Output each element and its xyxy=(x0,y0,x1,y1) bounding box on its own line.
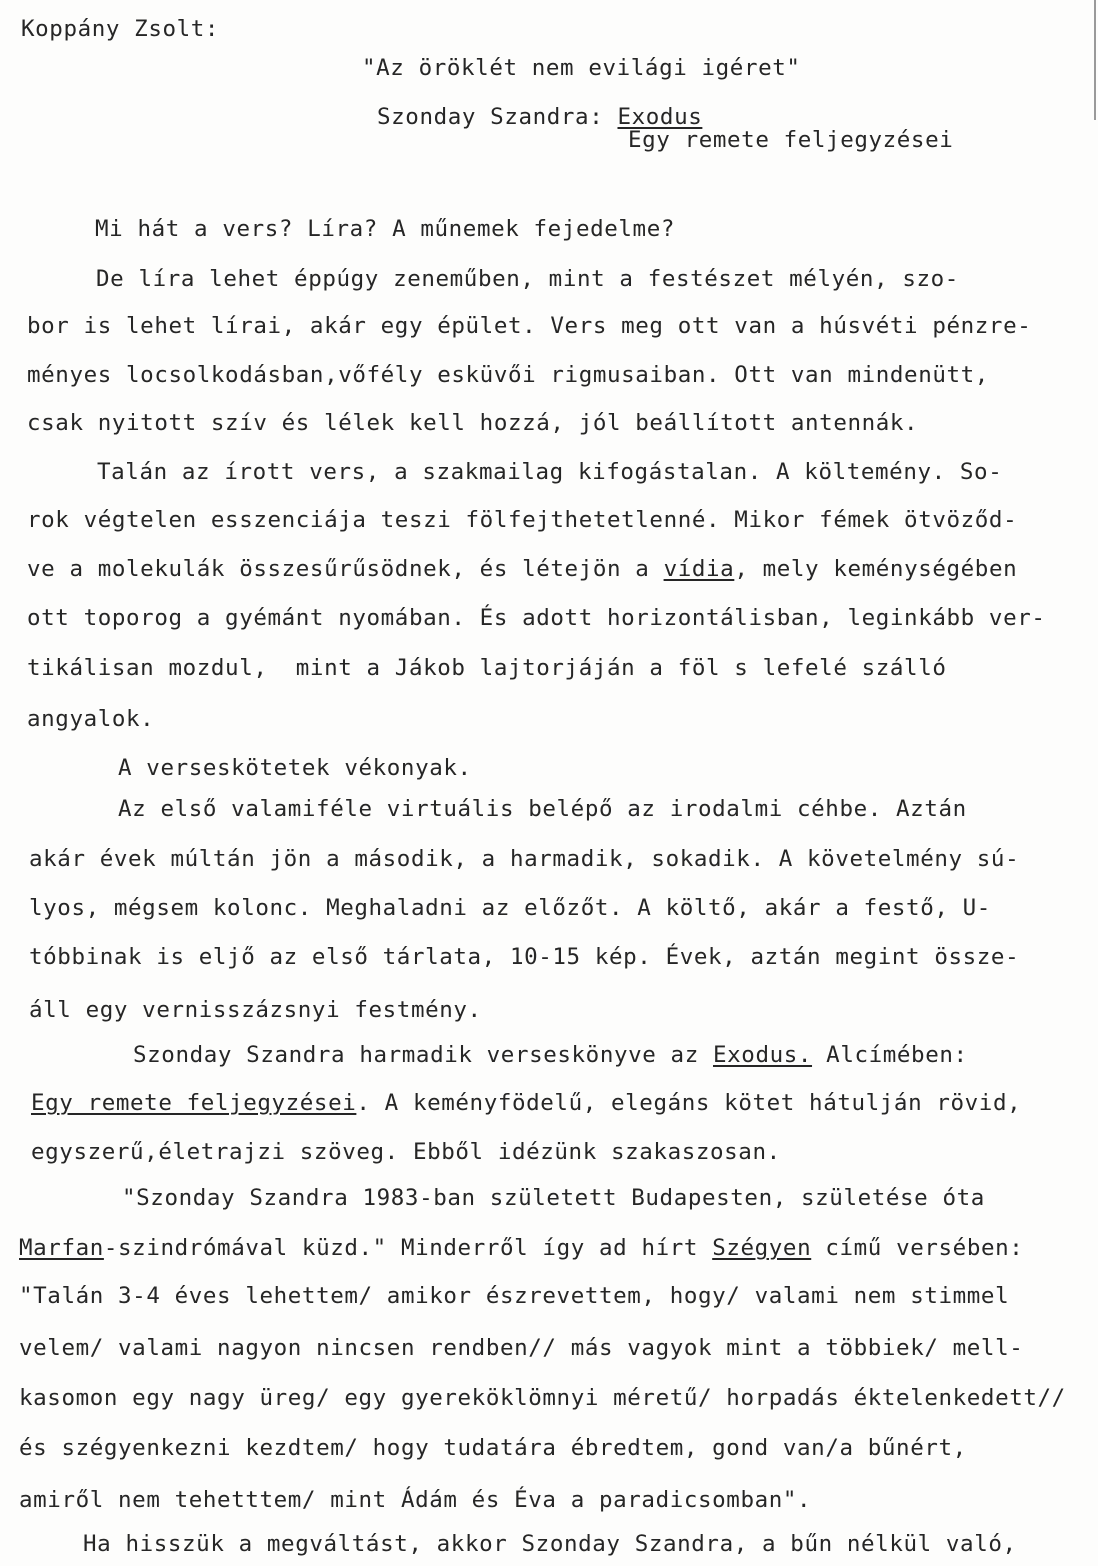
text-line-08-start: ve a molekulák összesűrűsödnek, és létejön a xyxy=(27,556,664,582)
text-line-16: tóbbinak is eljő az első tárlata, 10-15 kép. Évek, aztán megint össze- xyxy=(29,944,1020,970)
text-line-03: bor is lehet lírai, akár egy épület. Vers meg ott van a húsvéti pénzre- xyxy=(27,313,1032,339)
underlined-word-vidia: vídia xyxy=(663,556,735,582)
text-line-06: Talán az írott vers, a szakmailag kifogástalan. A költemény. So- xyxy=(97,459,1003,485)
text-line-26: és szégyenkezni kezdtem/ hogy tudatára ébredtem, gond van/a bűnért, xyxy=(19,1435,967,1461)
text-line-09: ott toporog a gyémánt nyomában. És adott horizontálisban, leginkább ver- xyxy=(27,605,1046,631)
subject-prefix: Szonday Szandra: xyxy=(377,104,618,130)
text-line-24: velem/ valami nagyon nincsen rendben// más vagyok mint a többiek/ mell- xyxy=(19,1335,1024,1361)
text-line-27: amiről nem tehetttem/ mint Ádám és Éva a paradicsomban". xyxy=(19,1487,812,1513)
underlined-book-title: Exodus. xyxy=(713,1042,813,1068)
text-line-19 xyxy=(31,1090,1021,1116)
text-line-18-end: Alcímében: xyxy=(812,1042,968,1068)
text-line-19-end: . A keményfödelű, elegáns kötet hátulján rövid, xyxy=(356,1090,1022,1116)
text-line-18 xyxy=(133,1042,968,1068)
underlined-subtitle: Egy remete feljegyzései xyxy=(31,1090,357,1116)
text-line-28: Ha hisszük a megváltást, akkor Szonday Szandra, a bűn nélkül való, xyxy=(83,1531,1017,1557)
text-line-13: Az első valamiféle virtuális belépő az irodalmi céhbe. Aztán xyxy=(118,796,967,822)
article-title: "Az öröklét nem evilági igéret" xyxy=(362,55,801,81)
book-title: Exodus xyxy=(617,104,703,130)
text-line-22-mid: -szindrómával küzd." Minderről így ad hírt xyxy=(103,1235,713,1261)
book-subtitle: Egy remete feljegyzései xyxy=(628,127,954,153)
text-line-12: A verseskötetek vékonyak. xyxy=(118,755,472,781)
text-line-10: tikálisan mozdul, mint a Jákob lajtorjáján a föl s lefelé szálló xyxy=(27,655,947,681)
text-line-14: akár évek múltán jön a második, a harmadik, sokadik. A követelmény sú- xyxy=(29,846,1020,872)
text-line-02: De líra lehet éppúgy zeneműben, mint a festészet mélyén, szo- xyxy=(96,266,959,292)
text-line-23: "Talán 3-4 éves lehettem/ amikor észrevettem, hogy/ valami nem stimmel xyxy=(19,1283,1010,1309)
text-line-01: Mi hát a vers? Líra? A műnemek fejedelme? xyxy=(95,216,675,242)
text-line-18-start: Szonday Szandra harmadik verseskönyve az xyxy=(133,1042,713,1068)
underlined-poem-title: Szégyen xyxy=(712,1235,812,1261)
text-line-22-end: című versében: xyxy=(811,1235,1024,1261)
text-line-17: áll egy vernisszázsnyi festmény. xyxy=(29,997,482,1023)
text-line-07: rok végtelen esszenciája teszi fölfejthetetlenné. Mikor fémek ötvöződ- xyxy=(27,507,1018,533)
scan-edge-mark xyxy=(1094,0,1096,120)
underlined-marfan: Marfan xyxy=(19,1235,104,1261)
text-line-04: ményes locsolkodásban,vőfély esküvői rigmusaiban. Ott van mindenütt, xyxy=(27,362,989,388)
text-line-20: egyszerű,életrajzi szöveg. Ebből idézünk szakaszosan. xyxy=(31,1139,781,1165)
text-line-08-end: , mely keménységében xyxy=(734,556,1018,582)
text-line-22 xyxy=(19,1235,1023,1261)
text-line-05: csak nyitott szív és lélek kell hozzá, jól beállított antennák. xyxy=(27,410,919,436)
text-line-25: kasomon egy nagy üreg/ egy gyereköklömnyi méretű/ horpadás éktelenkedett// xyxy=(19,1385,1066,1411)
author-line: Koppány Zsolt: xyxy=(21,16,220,42)
text-line-08 xyxy=(27,556,1017,582)
text-line-15: lyos, mégsem kolonc. Meghaladni az előzőt. A költő, akár a festő, U- xyxy=(29,895,991,921)
text-line-11: angyalok. xyxy=(27,706,155,732)
text-line-21: "Szonday Szandra 1983-ban született Budapesten, születése óta xyxy=(122,1185,985,1211)
